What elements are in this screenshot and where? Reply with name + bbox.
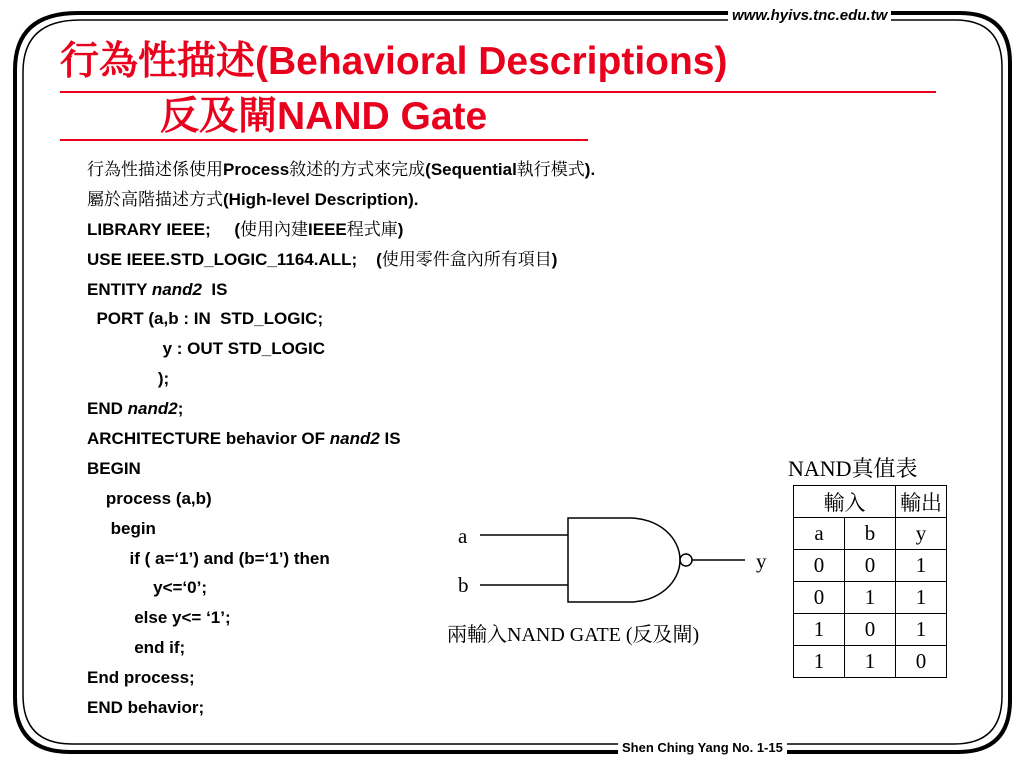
title-underline-1 [60, 91, 936, 93]
gate-output-y: y [756, 549, 767, 573]
code-line: PORT (a,b : IN STD_LOGIC; [87, 309, 324, 329]
code-line: LIBRARY IEEE; (使用內建IEEE程式庫) [87, 219, 404, 239]
slide-title-line2 [160, 95, 487, 139]
code-line: 行為性描述係使用Process敘述的方式來完成(Sequential執行模式). [87, 160, 596, 179]
table-cell: 1 [845, 582, 896, 614]
code-line: end if; [87, 638, 186, 658]
slide-footer: Shen Ching Yang No. 1-15 [618, 740, 787, 755]
code-line: begin [87, 518, 156, 538]
table-cell: 1 [896, 614, 947, 646]
truth-table-title: NAND真值表 [788, 456, 918, 481]
nand-gate-icon [480, 510, 750, 610]
website-url: www.hyivs.tnc.edu.tw [728, 7, 891, 24]
table-cell: 1 [845, 646, 896, 678]
column-header: y [896, 518, 947, 550]
table-cell: 0 [845, 550, 896, 582]
code-line: END nand2; [87, 399, 184, 419]
code-line: USE IEEE.STD_LOGIC_1164.ALL; (使用零件盒內所有項目) [87, 249, 558, 269]
code-line: else y<= ‘1’; [87, 608, 231, 628]
gate-input-b: b [458, 573, 469, 597]
title-cjk: 行為性描述 [60, 40, 256, 83]
truth-table [793, 485, 947, 678]
code-line: 屬於高階描述方式(High-level Description). [87, 189, 419, 209]
table-cell: 0 [896, 646, 947, 678]
table-cell: 0 [794, 550, 845, 582]
gate-caption: 兩輸入NAND GATE (反及閘) [447, 624, 700, 646]
table-cell: 1 [794, 614, 845, 646]
code-line: ARCHITECTURE behavior OF nand2 IS [87, 429, 401, 449]
title-en: (Behavioral Descriptions) [255, 40, 728, 83]
code-line: ENTITY nand2 IS [87, 279, 228, 299]
table-column-row [794, 518, 947, 550]
column-header: b [845, 518, 896, 550]
table-cell: 0 [845, 614, 896, 646]
code-line: ); [87, 369, 170, 389]
input-header: 輸入 [794, 486, 896, 518]
code-line: y<=‘0’; [87, 578, 207, 598]
code-line: End process; [87, 668, 195, 688]
code-line: y : OUT STD_LOGIC [87, 339, 326, 359]
code-line: if ( a=‘1’) and (b=‘1’) then [87, 548, 330, 568]
column-header: a [794, 518, 845, 550]
title-underline-2 [60, 139, 588, 141]
table-cell: 0 [794, 582, 845, 614]
gate-input-a: a [458, 524, 468, 548]
title-cjk-2: 反及閘 [160, 95, 278, 138]
table-cell: 1 [794, 646, 845, 678]
table-header-row [794, 486, 947, 518]
table-cell: 1 [896, 550, 947, 582]
code-line: END behavior; [87, 698, 205, 718]
output-header: 輸出 [896, 486, 947, 518]
table-cell: 1 [896, 582, 947, 614]
code-line: BEGIN [87, 458, 141, 478]
slide-title-line1 [60, 40, 727, 84]
table-row [794, 550, 947, 582]
table-row [794, 582, 947, 614]
table-row [794, 614, 947, 646]
code-line: process (a,b) [87, 488, 212, 508]
table-row [794, 646, 947, 678]
title-en-2: NAND Gate [277, 95, 488, 138]
